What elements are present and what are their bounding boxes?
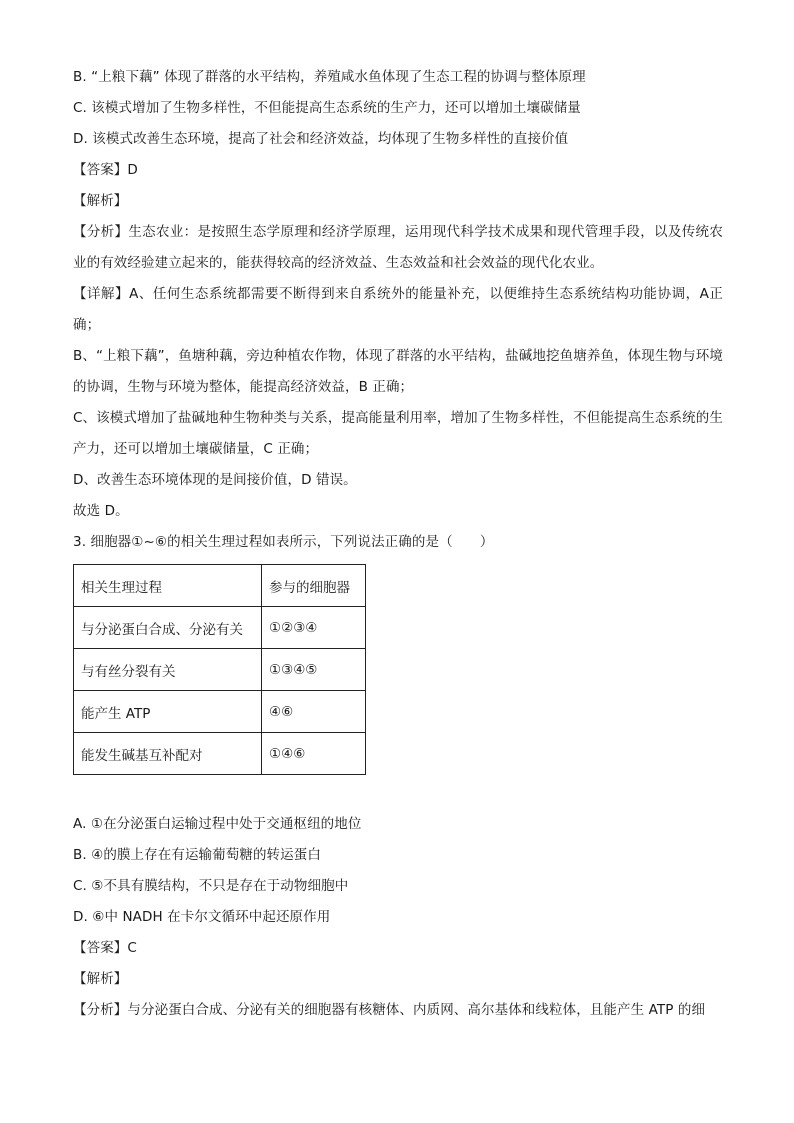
q3-option-c: C. ⑤不具有膜结构，不只是存在于动物细胞中 <box>73 878 349 894</box>
table-cell: ①②③④ <box>262 607 366 649</box>
q3-option-b: B. ④的膜上存在有运输葡萄糖的转运蛋白 <box>73 847 321 863</box>
table-header-cell: 参与的细胞器 <box>262 565 366 607</box>
detail-d-line: D、改善生态环境体现的是间接价值，D 错误。 <box>73 472 357 488</box>
table-row <box>74 649 366 691</box>
conclusion-line: 故选 D。 <box>73 503 129 519</box>
q3-option-d: D. ⑥中 NADH 在卡尔文循环中起还原作用 <box>73 909 331 925</box>
table-cell: 与分泌蛋白合成、分泌有关 <box>74 607 262 649</box>
table-cell: 能发生碱基互补配对 <box>74 733 262 775</box>
table-row <box>74 607 366 649</box>
table-header-cell: 相关生理过程 <box>74 565 262 607</box>
document-page <box>73 62 723 1026</box>
organelle-table <box>73 564 366 775</box>
table-row <box>74 691 366 733</box>
q3-jiexi-heading: 【解析】 <box>73 971 128 987</box>
question-3-stem: 3. 细胞器①~⑥的相关生理过程如表所示，下列说法正确的是（ ） <box>73 534 494 550</box>
table-cell: ①④⑥ <box>262 733 366 775</box>
answer-line: 【答案】D <box>73 162 138 178</box>
q3-option-a: A. ①在分泌蛋白运输过程中处于交通枢纽的地位 <box>73 816 362 832</box>
table-cell: 能产生 ATP <box>74 691 262 733</box>
detail-c-paragraph: C、该模式增加了盐碱地种生物种类与关系，提高能量利用率，增加了生物多样性，不但能提高生态系统的生产力，还可以增加土壤碳储量，C 正确； <box>73 410 723 457</box>
q3-answer-line: 【答案】C <box>73 940 137 956</box>
table-header-row <box>74 565 366 607</box>
q3-analysis-line: 【分析】与分泌蛋白合成、分泌有关的细胞器有核糖体、内质网、高尔基体和线粒体，且能产生 ATP 的细 <box>73 1002 706 1018</box>
option-c-line: C. 该模式增加了生物多样性，不但能提高生态系统的生产力，还可以增加土壤碳储量 <box>73 100 581 116</box>
detail-b-paragraph: B、“上粮下藕”，鱼塘种藕，旁边种植农作物，体现了群落的水平结构，盐碱地挖鱼塘养鱼，体现生物与环境的协调，生物与环境为整体，能提高经济效益，B 正确； <box>73 348 723 395</box>
option-d-line: D. 该模式改善生态环境，提高了社会和经济效益，均体现了生物多样性的直接价值 <box>73 131 569 147</box>
table-cell: 与有丝分裂有关 <box>74 649 262 691</box>
table-cell: ④⑥ <box>262 691 366 733</box>
option-b-line: B. “上粮下藕” 体现了群落的水平结构，养殖咸水鱼体现了生态工程的协调与整体原理 <box>73 69 586 85</box>
analysis-paragraph: 【分析】生态农业：是按照生态学原理和经济学原理，运用现代科学技术成果和现代管理手段，以及传统农业的有效经验建立起来的，能获得较高的经济效益、生态效益和社会效益的现代化农业。 <box>73 224 723 271</box>
table-row <box>74 733 366 775</box>
detail-a-paragraph: 【详解】A、任何生态系统都需要不断得到来自系统外的能量补充，以便维持生态系统结构功能协调，A正确； <box>73 286 723 333</box>
jiexi-heading: 【解析】 <box>73 193 128 209</box>
table-cell: ①③④⑤ <box>262 649 366 691</box>
